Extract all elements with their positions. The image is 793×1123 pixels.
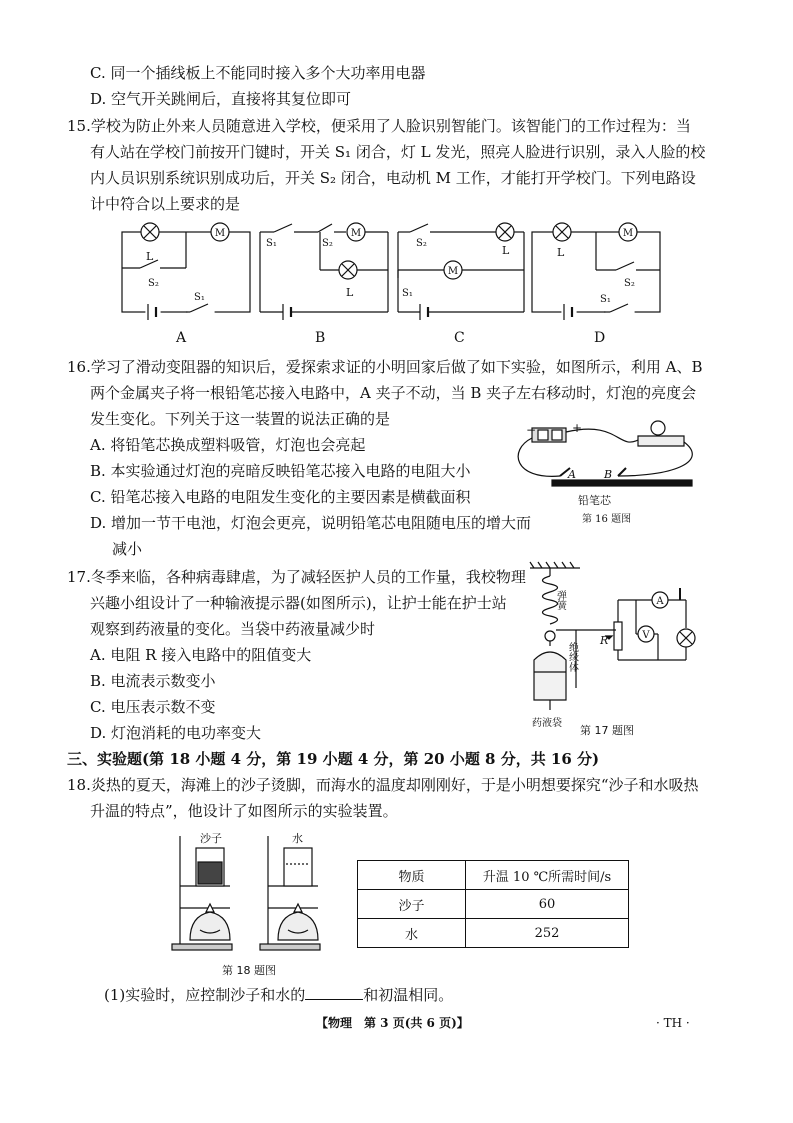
q16-stem-line-2: 两个金属夹子将一根铅笔芯接入电路中，A 夹子不动，当 B 夹子左右移动时，灯泡的亮度会 [90, 384, 697, 402]
q15-stem-line-3: 内人员识别系统识别成功后，开关 S₂ 闭合，电动机 M 工作，才能打开学校门。下列电路设 [90, 169, 696, 187]
q17-resistor-label: R [600, 634, 609, 647]
circuit-c-motor-label: M [447, 266, 459, 277]
table-cell: 水 [358, 919, 466, 948]
q16-option-d: D. 增加一节干电池，灯泡会更亮，说明铅笔芯电阻随电压的增大而 [90, 514, 532, 532]
q16-option-a: A. 将铅笔芯换成塑料吸管，灯泡也会亮起 [90, 436, 366, 454]
circuit-b-lamp-label: L [346, 286, 354, 299]
q16-option-d-cont: 减小 [112, 540, 143, 558]
circuit-c-s2-label: S₂ [416, 238, 427, 249]
circuit-b-s1-label: S₁ [266, 238, 277, 249]
circuit-d-label: D [594, 330, 606, 346]
circuit-a-s1-label: S₁ [194, 292, 205, 303]
table-header-time: 升温 10 ℃所需时间/s [466, 861, 629, 890]
circuit-d [532, 223, 660, 320]
q17-figure [520, 560, 700, 740]
circuit-d-motor-label: M [622, 228, 634, 239]
circuit-d-s2-label: S₂ [624, 278, 635, 289]
q16-option-c: C. 铅笔芯接入电路的电阻发生变化的主要因素是横截面积 [90, 488, 471, 506]
footer-code: · TH · [656, 1016, 690, 1030]
q18-stem-line-1: 18.炎热的夏天，海滩上的沙子烫脚，而海水的温度却刚刚好，于是小明想要探究“沙子和水吸热 [67, 776, 699, 794]
q14-option-d: D. 空气开关跳闸后，直接将其复位即可 [90, 90, 352, 108]
circuit-a-lamp-label: L [146, 250, 154, 263]
circuit-d-lamp-label: L [557, 246, 565, 259]
circuit-b-s2-label: S₂ [322, 238, 333, 249]
q18-data-table [357, 860, 629, 948]
q15-stem-line-2: 有人站在学校门前按开门键时，开关 S₁ 闭合，灯 L 发光，照亮人脸进行识别，录入人脸的校 [90, 143, 706, 161]
q16-clip-b-label: B [604, 468, 613, 481]
table-cell: 60 [466, 890, 629, 919]
q17-stem-line-1: 17.冬季来临，各种病毒肆虐，为了减轻医护人员的工作量，我校物理 [67, 568, 526, 586]
q17-figure-caption: 第 17 题图 [580, 724, 634, 737]
q17-ammeter-label: A [656, 596, 664, 607]
q16-stem-line-3: 发生变化。下列关于这一装置的说法正确的是 [90, 410, 391, 428]
q18-apparatus-figure [160, 830, 350, 960]
circuit-c-s1-label: S₁ [402, 288, 413, 299]
table-cell: 沙子 [358, 890, 466, 919]
table-header-substance: 物质 [358, 861, 466, 890]
circuit-a [122, 223, 250, 320]
q18-sand-label: 沙子 [200, 832, 222, 845]
q15-circuit-figures [110, 218, 670, 348]
table-row [358, 861, 629, 890]
circuit-d-s1-label: S₁ [600, 294, 611, 305]
section-3-title: 三、实验题(第 18 小题 4 分，第 19 小题 4 分，第 20 小题 8 分，共 16 分) [67, 750, 600, 768]
q17-stem-line-3: 观察到药液量的变化。当袋中药液量减少时 [90, 620, 376, 638]
table-row [358, 919, 629, 948]
circuit-b-motor-label: M [350, 228, 362, 239]
q16-battery-plus: + [572, 421, 583, 435]
q18-sub1-before: (1)实验时，应控制沙子和水的 [104, 986, 306, 1004]
table-cell: 252 [466, 919, 629, 948]
q16-pencil-lead-label: 铅笔芯 [578, 494, 611, 507]
q16-battery-minus: − [526, 423, 537, 437]
q17-bag-label: 药液袋 [532, 718, 562, 729]
q16-figure-caption: 第 16 题图 [582, 514, 632, 525]
q16-stem-line-1: 16.学习了滑动变阻器的知识后，爱探索求证的小明回家后做了如下实验，如图所示，利用 A、B [67, 358, 703, 376]
q18-figure-caption: 第 18 题图 [222, 964, 276, 977]
footer-page-number: 【物理 第 3 页(共 6 页)】 [316, 1016, 469, 1030]
q17-voltmeter-label: V [642, 630, 650, 641]
circuit-b-label: B [315, 330, 326, 346]
q17-option-c: C. 电压表示数不变 [90, 698, 216, 716]
q18-stem-line-2: 升温的特点”，他设计了如图所示的实验装置。 [90, 802, 398, 820]
q18-sub-question-1 [104, 984, 453, 1006]
q17-stem-line-2: 兴趣小组设计了一种输液提示器(如图所示)，让护士能在护士站 [90, 594, 507, 612]
q16-option-b: B. 本实验通过灯泡的亮暗反映铅笔芯接入电路的电阻大小 [90, 462, 471, 480]
q14-option-c: C. 同一个插线板上不能同时接入多个大功率用电器 [90, 64, 426, 82]
circuit-c-label: C [454, 330, 465, 346]
circuit-a-motor-label: M [214, 228, 226, 239]
q18-sub1-after: 和初温相同。 [363, 986, 454, 1004]
q17-spring-label: 弹簧 [554, 590, 566, 610]
table-row [358, 890, 629, 919]
q17-option-b: B. 电流表示数变小 [90, 672, 216, 690]
circuit-c-lamp-label: L [502, 244, 510, 257]
q16-figure [508, 420, 698, 530]
q17-option-a: A. 电阻 R 接入电路中的阻值变大 [90, 646, 312, 664]
q18-sub1-blank[interactable] [305, 985, 363, 1000]
circuit-a-s2-label: S₂ [148, 278, 159, 289]
q15-stem-line-4: 计中符合以上要求的是 [90, 195, 241, 213]
q15-stem-line-1: 15.学校为防止外来人员随意进入学校，便采用了人脸识别智能门。该智能门的工作过程为：当 [67, 117, 691, 135]
q16-clip-a-label: A [568, 468, 576, 481]
circuit-a-label: A [176, 330, 187, 346]
q17-option-d: D. 灯泡消耗的电功率变大 [90, 724, 262, 742]
q18-water-label: 水 [292, 832, 303, 845]
q17-insulator-label: 绝缘体 [566, 642, 578, 672]
